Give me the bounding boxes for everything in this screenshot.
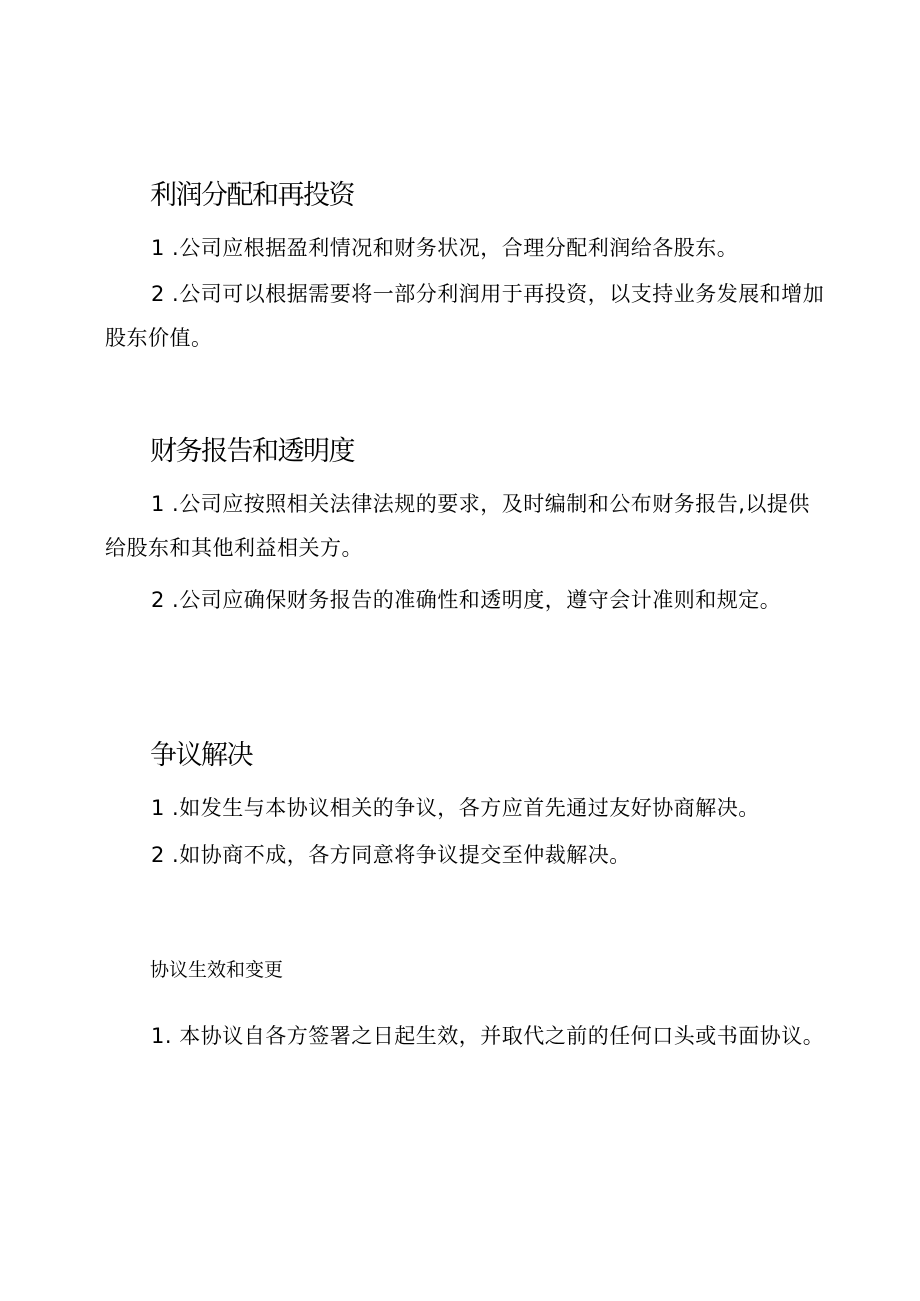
section-heading-financial-reporting: 财务报告和透明度 [150, 436, 354, 467]
paragraph-effectiveness-1: 1. 本协议自各方签署之日起生效，并取代之前的任何口头或书面协议。 [151, 1024, 825, 1048]
paragraph-reporting-2: 2 .公司应确保财务报告的准确性和透明度，遵守会计准则和规定。 [151, 588, 782, 612]
paragraph-profit-2: 2 .公司可以根据需要将一部分利润用于再投资，以支持业务发展和增加股东价值。 [105, 282, 825, 350]
section-heading-dispute-resolution: 争议解决 [150, 740, 252, 771]
paragraph-profit-1: 1 .公司应根据盈利情况和财务状况，合理分配利润给各股东。 [151, 236, 739, 260]
paragraph-dispute-2: 2 .如协商不成，各方同意将争议提交至仲裁解决。 [151, 843, 631, 867]
section-heading-profit-distribution: 利润分配和再投资 [150, 180, 354, 211]
paragraph-reporting-1: 1 .公司应按照相关法律法规的要求，及时编制和公布财务报告,以提供给股东和其他利益相关方。 [105, 492, 810, 560]
section-heading-effectiveness: 协议生效和变更 [150, 959, 284, 981]
paragraph-dispute-1: 1 .如发生与本协议相关的争议，各方应首先通过友好协商解决。 [151, 796, 760, 820]
